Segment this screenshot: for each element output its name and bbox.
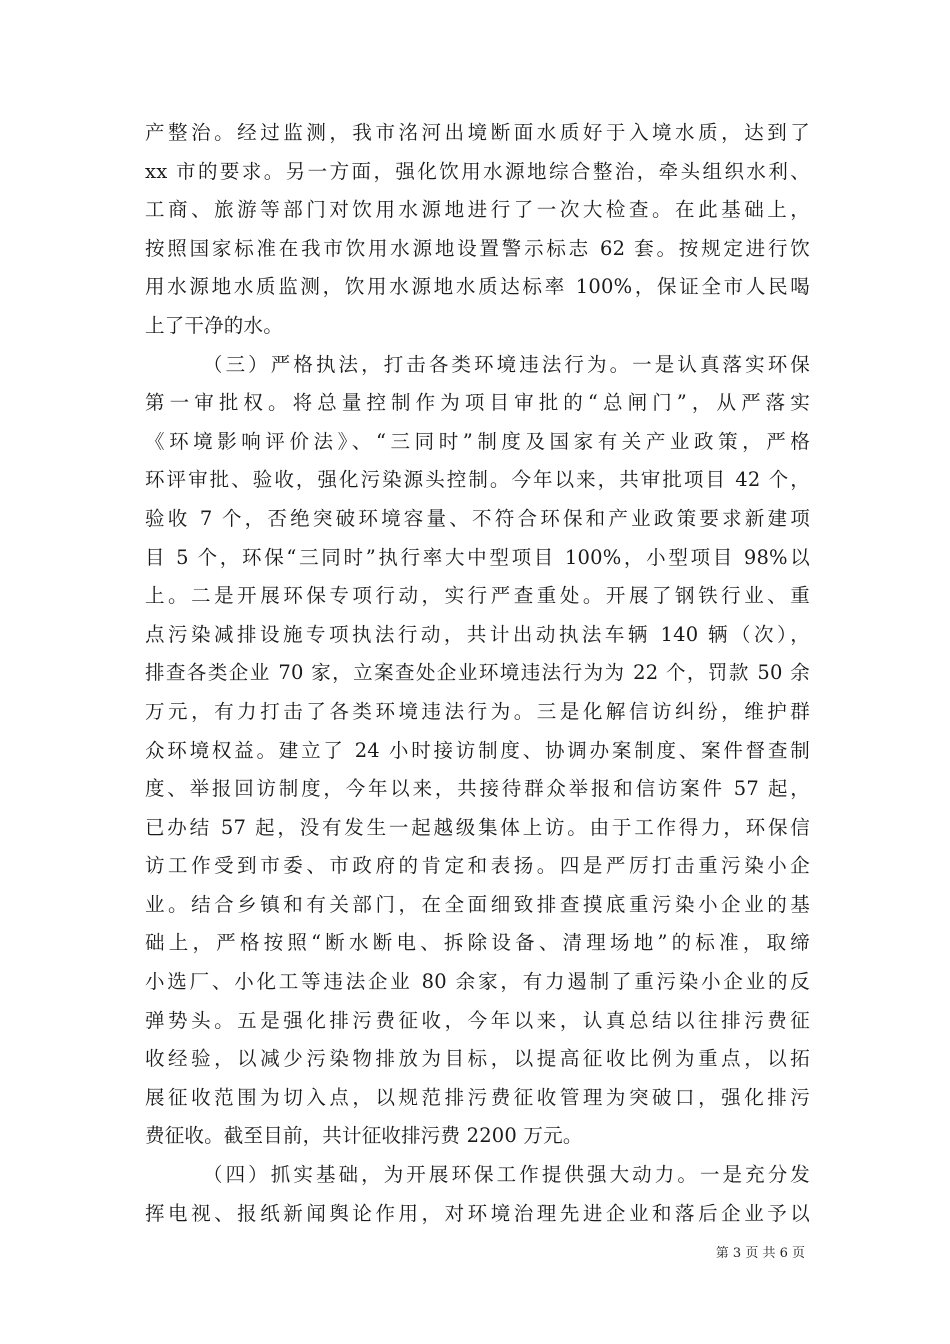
text-line: 上了干净的水。	[145, 313, 283, 337]
section-heading-line: （三）严格执法，打击各类环境违法行为。一是认真落实环保	[203, 352, 810, 376]
text-line: 环评审批、验收，强化污染源头控制。今年以来，共审批项目 42 个，	[145, 468, 810, 492]
text-line: 础上，严格按照“断水断电、拆除设备、清理场地”的标准，取缔	[145, 931, 810, 955]
text-line: 验收 7 个，否绝突破环境容量、不符合环保和产业政策要求新建项	[145, 506, 810, 530]
text-line: 弹势头。五是强化排污费征收，今年以来，认真总结以往排污费征	[145, 1008, 810, 1032]
text-line: 用水源地水质监测，饮用水源地水质达标率 100%，保证全市人民喝	[145, 275, 810, 299]
text-line: 万元，有力打击了各类环境违法行为。三是化解信访纠纷，维护群	[145, 699, 810, 723]
page-number-footer: 第 3 页 共 6 页	[715, 1246, 805, 1261]
text-line: 展征收范围为切入点，以规范排污费征收管理为突破口，强化排污	[145, 1085, 810, 1109]
text-line: xx 市的要求。另一方面，强化饮用水源地综合整治，牵头组织水利、	[145, 159, 810, 183]
text-line: 《环境影响评价法》、“三同时”制度及国家有关产业政策，严格	[145, 429, 810, 453]
text-line: 第一审批权。将总量控制作为项目审批的“总闸门”，从严落实	[145, 391, 810, 415]
text-line: 点污染减排设施专项执法行动，共计出动执法车辆 140 辆（次），	[145, 622, 810, 646]
text-line: 挥电视、报纸新闻舆论作用，对环境治理先进企业和落后企业予以	[145, 1201, 810, 1225]
text-line: 工商、旅游等部门对饮用水源地进行了一次大检查。在此基础上，	[145, 198, 810, 222]
text-line: 排查各类企业 70 家，立案查处企业环境违法行为为 22 个，罚款 50 余	[145, 661, 810, 685]
text-line: 访工作受到市委、市政府的肯定和表扬。四是严厉打击重污染小企	[145, 854, 810, 878]
text-line: 上。二是开展环保专项行动，实行严查重处。开展了钢铁行业、重	[145, 584, 810, 608]
text-line: 已办结 57 起，没有发生一起越级集体上访。由于工作得力，环保信	[145, 815, 810, 839]
text-line: 业。结合乡镇和有关部门，在全面细致排查摸底重污染小企业的基	[145, 892, 810, 916]
text-line: 收经验，以减少污染物排放为目标，以提高征收比例为重点，以拓	[145, 1047, 810, 1071]
text-line: 费征收。截至目前，共计征收排污费 2200 万元。	[145, 1124, 583, 1148]
text-line: 产整治。经过监测，我市洺河出境断面水质好于入境水质，达到了	[145, 121, 810, 144]
document-body	[145, 114, 810, 1233]
text-line: 众环境权益。建立了 24 小时接访制度、协调办案制度、案件督查制	[145, 738, 810, 762]
text-line: 小选厂、小化工等违法企业 80 余家，有力遏制了重污染小企业的反	[145, 970, 810, 994]
section-heading-line: （四）抓实基础，为开展环保工作提供强大动力。一是充分发	[203, 1163, 810, 1187]
text-line: 目 5 个，环保“三同时”执行率大中型项目 100%，小型项目 98%以	[145, 545, 810, 569]
text-line: 按照国家标准在我市饮用水源地设置警示标志 62 套。按规定进行饮	[145, 236, 810, 260]
text-line: 度、举报回访制度，今年以来，共接待群众举报和信访案件 57 起，	[145, 777, 810, 801]
